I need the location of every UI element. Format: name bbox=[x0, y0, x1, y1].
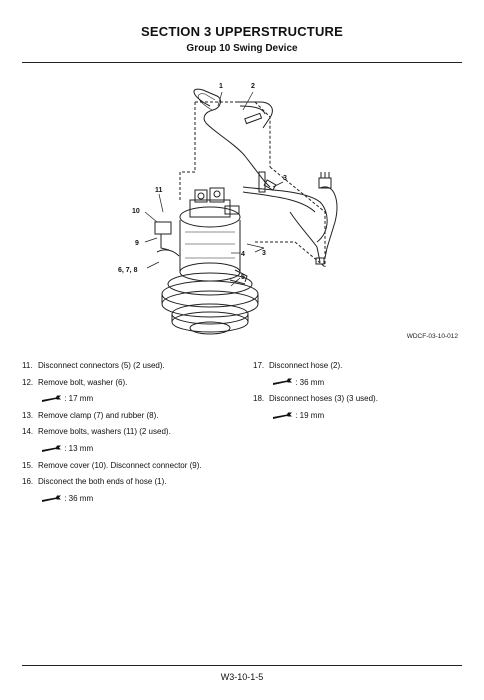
step-text: Remove bolt, washer (6). bbox=[38, 377, 128, 387]
wrench-icon bbox=[40, 445, 62, 453]
swing-device-illustration bbox=[95, 72, 385, 342]
step-number: 16. bbox=[22, 477, 34, 487]
step-text: Remove clamp (7) and rubber (8). bbox=[38, 410, 159, 420]
callout-6-7-8: 6, 7, 8 bbox=[118, 267, 138, 274]
callout-5: 5 bbox=[241, 274, 245, 281]
wrench-icon bbox=[40, 395, 62, 403]
step-12 bbox=[22, 378, 242, 388]
step-text: Remove cover (10). Disconnect connector (9). bbox=[38, 460, 202, 470]
callout-3-lower: 3 bbox=[262, 250, 266, 257]
tool-spec-19mm bbox=[253, 411, 463, 421]
steps-left-column bbox=[22, 361, 242, 510]
page-number: W3-10-1-5 bbox=[220, 672, 264, 682]
tool-spec-13mm bbox=[22, 444, 242, 454]
tool-size: : 13 mm bbox=[64, 443, 94, 453]
step-17 bbox=[253, 361, 463, 371]
step-text: Disconnect connectors (5) (2 used). bbox=[38, 361, 165, 370]
step-text: Disconnect hoses (3) (3 used). bbox=[269, 394, 378, 404]
callout-2: 2 bbox=[251, 83, 255, 90]
step-text: Disconect the both ends of hose (1). bbox=[38, 477, 167, 487]
header-rule bbox=[22, 62, 462, 63]
callout-1: 1 bbox=[219, 83, 223, 90]
group-title: Group 10 Swing Device bbox=[186, 43, 298, 54]
tool-size: : 19 mm bbox=[295, 410, 325, 420]
swing-device-drawing bbox=[95, 72, 385, 342]
step-number: 11. bbox=[22, 361, 33, 370]
tool-spec-36mm bbox=[22, 494, 242, 504]
step-number: 14. bbox=[22, 427, 34, 437]
step-15 bbox=[22, 461, 242, 471]
step-number: 13. bbox=[22, 410, 34, 420]
wrench-icon bbox=[271, 412, 293, 420]
section-title: SECTION 3 UPPERSTRUCTURE bbox=[141, 24, 343, 39]
step-16 bbox=[22, 477, 242, 487]
callout-11: 11 bbox=[155, 187, 163, 194]
steps-right-column bbox=[253, 361, 463, 427]
step-number: 18. bbox=[253, 394, 265, 404]
tool-size: : 36 mm bbox=[64, 493, 94, 503]
wrench-icon bbox=[271, 378, 293, 386]
callout-3-upper: 3 bbox=[283, 175, 287, 182]
tool-spec-36mm-right bbox=[253, 378, 463, 388]
callout-10: 10 bbox=[132, 208, 140, 215]
step-text: Disconnect hose (2). bbox=[269, 361, 343, 370]
tool-size: : 36 mm bbox=[295, 377, 325, 387]
figure-code: WDCF-03-10-012 bbox=[406, 333, 458, 340]
step-text: Remove bolts, washers (11) (2 used). bbox=[38, 427, 171, 437]
tool-size: : 17 mm bbox=[64, 394, 94, 404]
step-18 bbox=[253, 394, 463, 404]
step-number: 12. bbox=[22, 377, 34, 387]
footer-rule bbox=[22, 665, 462, 666]
step-14 bbox=[22, 427, 242, 437]
step-13 bbox=[22, 411, 242, 421]
callout-4: 4 bbox=[241, 251, 245, 258]
callout-9: 9 bbox=[135, 240, 139, 247]
step-number: 15. bbox=[22, 460, 34, 470]
wrench-icon bbox=[40, 495, 62, 503]
step-number: 17. bbox=[253, 361, 265, 370]
step-11 bbox=[22, 361, 242, 371]
tool-spec-17mm bbox=[22, 394, 242, 404]
